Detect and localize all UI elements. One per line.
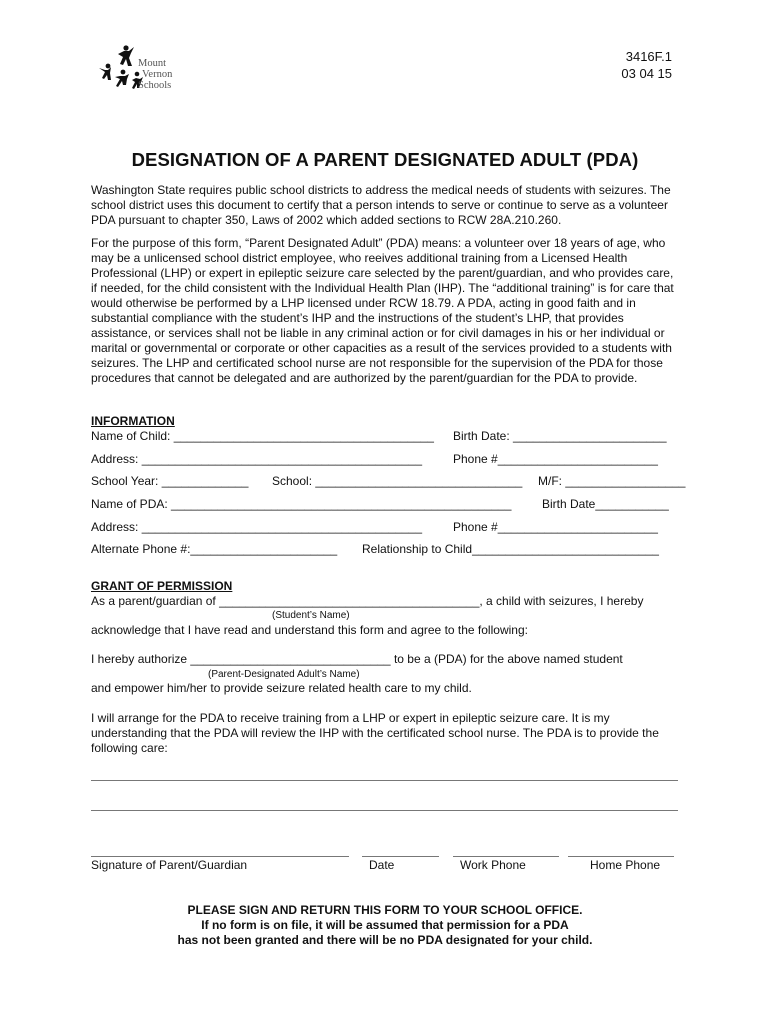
date-label: Date xyxy=(369,858,395,872)
school-field[interactable]: School: _______________________________ xyxy=(272,474,523,488)
child-birth-date-field[interactable]: Birth Date: _______________________ xyxy=(453,429,667,443)
phone-field[interactable]: Phone #________________________ xyxy=(453,452,658,466)
intro-paragraph-1: Washington State requires public school districts to address the medical needs of students with seizures. The school district uses this document to certify that a person intends to serve or continue to serve as a volunteer PDA pursuant to chapter 350, Laws of 2002 which added sections to RCW 28A.210.260. xyxy=(91,183,671,227)
child-name-field[interactable]: Name of Child: _______________________________________ xyxy=(91,429,434,443)
logo-line: Schools xyxy=(138,80,172,91)
footer-line-1: PLEASE SIGN AND RETURN THIS FORM TO YOUR SCHOOL OFFICE. xyxy=(187,903,583,917)
pda-birth-date-field[interactable]: Birth Date___________ xyxy=(542,497,669,511)
logo-text xyxy=(138,58,172,91)
intro-paragraph-2: For the purpose of this form, “Parent Designated Adult” (PDA) means: a volunteer over 18 years of age, who may be a unlicensed school district employee, who reeives additional training from a Licensed Health Professional (LHP) or expert in epileptic seizure care selected by the parent/guardian, and who provides care, if needed, for the child consistent with the Individual Health Plan (IHP). The “additional training” is for care that would otherwise be performed by a LHP licensed under RCW 18.79. A PDA, acting in good faith and in substantial compliance with the student’s IHP and the instructions of the student’s LHP, that provides assistance, or services shall not be liable in any criminal action or for civil damages in his or her individual or marital or governmental or corporate or other capacities as a result of the services provided to a students with seizures. The LHP and certificated school nurse are not responsible for the supervision of the PDA for those procedures that cannot be delegated and are authorized by the parent/guardian for the PDA to provide. xyxy=(91,236,674,385)
form-number-block xyxy=(621,48,672,82)
pda-phone-field[interactable]: Phone #________________________ xyxy=(453,520,658,534)
mf-field[interactable]: M/F: __________________ xyxy=(538,474,686,488)
work-phone-line[interactable] xyxy=(453,856,559,857)
pda-name-caption: (Parent-Designated Adult’s Name) xyxy=(208,669,360,680)
student-name-caption: (Student’s Name) xyxy=(272,610,350,621)
parent-signature-line[interactable] xyxy=(91,856,349,857)
footer-line-3: has not been granted and there will be no PDA designated for your child. xyxy=(177,933,593,947)
care-line-2[interactable] xyxy=(91,810,678,811)
home-phone-label: Home Phone xyxy=(590,858,661,872)
pda-address-field[interactable]: Address: __________________________________________ xyxy=(91,520,422,534)
student-name-field[interactable]: As a parent/guardian of _______________________________________, a child with seizures, I hereby xyxy=(91,594,644,608)
pda-name-field[interactable]: Name of PDA: ___________________________________________________ xyxy=(91,497,512,511)
logo-line: Vernon xyxy=(142,69,173,80)
care-line-1[interactable] xyxy=(91,780,678,781)
work-phone-label: Work Phone xyxy=(460,858,526,872)
form-date: 03 04 15 xyxy=(621,66,672,81)
acknowledge-text: acknowledge that I have read and understand this form and agree to the following: xyxy=(91,623,528,637)
empower-text: and empower him/her to provide seizure related health care to my child. xyxy=(91,681,472,695)
page-title: DESIGNATION OF A PARENT DESIGNATED ADULT (PDA) xyxy=(131,149,639,170)
footer-line-2: If no form is on file, it will be assumed that permission for a PDA xyxy=(201,918,569,932)
address-field[interactable]: Address: __________________________________________ xyxy=(91,452,422,466)
grant-heading: GRANT OF PERMISSION xyxy=(91,579,233,593)
authorize-pda-field[interactable]: I hereby authorize ______________________________ to be a (PDA) for the above named student xyxy=(91,652,623,666)
training-paragraph: I will arrange for the PDA to receive training from a LHP or expert in epileptic seizure care. It is my understanding that the PDA will review the IHP with the certificated school nurse. The PDA is to provide the following care: xyxy=(91,711,659,755)
logo-line: Mount xyxy=(138,58,167,69)
parent-signature-label: Signature of Parent/Guardian xyxy=(91,858,248,872)
date-line[interactable] xyxy=(362,856,439,857)
relationship-field[interactable]: Relationship to Child____________________________ xyxy=(362,542,659,556)
form-number: 3416F.1 xyxy=(625,49,672,64)
home-phone-line[interactable] xyxy=(568,856,674,857)
school-year-field[interactable]: School Year: _____________ xyxy=(91,474,249,488)
information-heading: INFORMATION xyxy=(91,414,175,428)
alternate-phone-field[interactable]: Alternate Phone #:______________________ xyxy=(91,542,338,556)
